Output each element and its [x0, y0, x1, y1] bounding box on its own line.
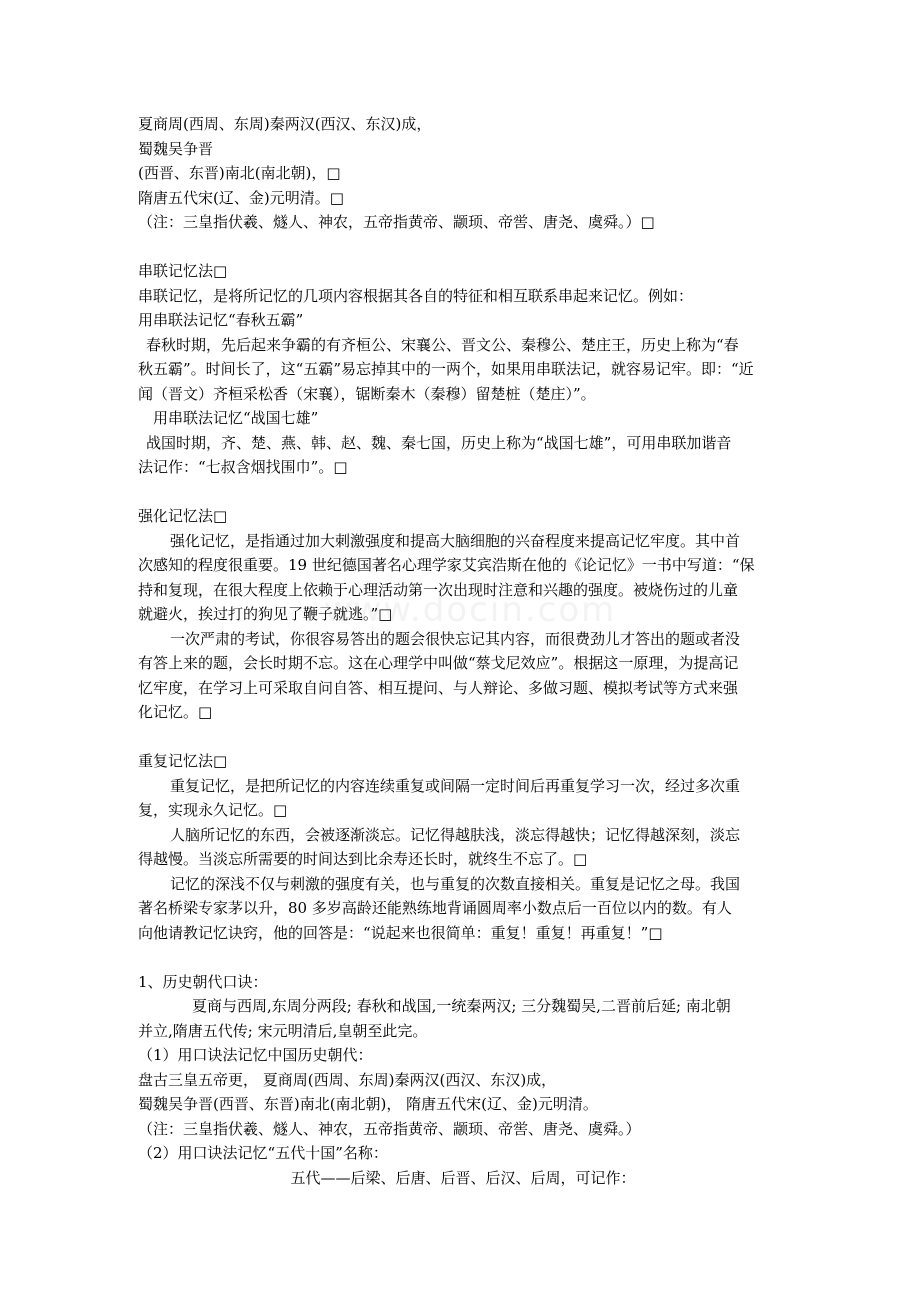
sub-heading: （1）用口诀法记忆中国历史朝代：: [138, 1046, 373, 1064]
note-line: （注：三皇指伏羲、燧人、神农，五帝指黄帝、颛顼、帝喾、唐尧、虞舜。）: [138, 1119, 641, 1138]
text-line: 战国时期，齐、楚、燕、韩、赵、魏、秦七国，历史上称为“战国七雄”，可用串联加谐音: [146, 433, 732, 452]
text-line: 向他请教记忆诀窍，他的回答是：“说起来也很简单：重复！重复！再重复！”□: [138, 923, 663, 942]
text-line: 夏商与西周,东周分两段; 春秋和战国,一统秦两汉; 三分魏蜀吴,二晋前后延; 南北朝: [192, 997, 731, 1015]
text-line: 有答上来的题，会长时期不忘。这在心理学中叫做“蔡戈尼效应”。根据这一原理，为提高记: [138, 654, 739, 672]
text-line: 春秋时期，先后起来争霸的有齐桓公、宋襄公、晋文公、秦穆公、楚庄王，历史上称为“春: [146, 335, 739, 354]
text-line: (西晋、东晋)南北(南北朝)，□: [138, 164, 341, 182]
text-line: 就避火，挨过打的狗见了鞭子就逃。”□: [138, 605, 393, 623]
text-line: 隋唐五代宋(辽、金)元明清。□: [138, 188, 344, 207]
text-line: 串联记忆，是将所记忆的几项内容根据其各自的特征和相互联系串起来记忆。例如：: [138, 286, 694, 305]
section-heading-dynasty-rhyme: 1、历史朝代口诀：: [138, 972, 268, 991]
spacer: [138, 480, 788, 505]
text-line: 著名桥梁专家茅以升，80 多岁高龄还能熟练地背诵圆周率小数点后一百位以内的数。有人: [138, 899, 732, 917]
text-line: 持和复现，在很大程度上依赖于心理活动第一次出现时注意和兴趣的强度。被烧伤过的儿童: [138, 580, 739, 599]
text-line: 蜀魏吴争晋: [138, 139, 214, 158]
section-heading-reinforce-memory: 强化记忆法□: [138, 507, 228, 525]
text-line: 强化记忆，是指通过加大刺激强度和提高大脑细胞的兴奋程度来提高记忆牢度。其中首: [170, 531, 741, 550]
sub-heading: 用串联法记忆“春秋五霸”: [138, 311, 304, 329]
text-line: 次感知的程度很重要。19 世纪德国著名心理学家艾宾浩斯在他的《论记忆》一书中写道：“保: [138, 556, 755, 574]
section-heading-repeat-memory: 重复记忆法□: [138, 752, 228, 770]
text-line: 并立,隋唐五代传; 宋元明清后,皇朝至此完。: [138, 1021, 428, 1040]
section-heading-chain-memory: 串联记忆法□: [138, 262, 228, 280]
watermark: www.docin.com: [323, 590, 617, 630]
document-body: [138, 112, 788, 1190]
text-line: 盘古三皇五帝更， 夏商周(西周、东周)秦两汉(西汉、东汉)成，: [138, 1070, 557, 1089]
text-line: 法记作：“七叔含烟找围巾”。□: [138, 458, 348, 476]
text-line: 五代——后梁、后唐、后晋、后汉、后周，可记作：: [290, 1168, 636, 1187]
text-line: 蜀魏吴争晋(西晋、东晋)南北(南北朝)， 隋唐五代宋(辽、金)元明清。: [138, 1095, 598, 1113]
text-line: 一次严肃的考试，你很容易答出的题会很快忘记其内容，而很费劲儿才答出的题或者没: [170, 629, 741, 648]
spacer: [138, 945, 788, 970]
note-line: （注：三皇指伏羲、燧人、神农，五帝指黄帝、颛顼、帝喾、唐尧、虞舜。）□: [138, 213, 655, 231]
text-line: 得越慢。当淡忘所需要的时间达到比余寿还长时，就终生不忘了。□: [138, 850, 588, 868]
text-line: 记忆的深浅不仅与刺激的强度有关，也与重复的次数直接相关。重复是记忆之母。我国: [170, 874, 741, 893]
text-line: 夏商周(西周、东周)秦两汉(西汉、东汉)成，: [138, 115, 432, 133]
spacer: [138, 725, 788, 750]
text-line: 闻（晋文）齐桓采松香（宋襄），锯断秦木（秦穆）留楚桩（楚庄）”。: [138, 384, 596, 403]
sub-heading: （2）用口诀法记忆“五代十国”名称：: [138, 1144, 388, 1162]
text-line: 复，实现永久记忆。□: [138, 801, 288, 819]
sub-heading: 用串联法记忆“战国七雄”: [153, 409, 319, 427]
text-line: 秋五霸”。时间长了，这“五霸”易忘掉其中的一两个，如果用串联法记，就容易记牢。即：“近: [138, 360, 754, 378]
spacer: [138, 235, 788, 260]
text-line: 重复记忆，是把所记忆的内容连续重复或间隔一定时间后再重复学习一次，经过多次重: [170, 776, 741, 795]
text-line: 化记忆。□: [138, 703, 213, 721]
text-line: 忆牢度，在学习上可采取自问自答、相互提问、与人辩论、多做习题、模拟考试等方式来强: [138, 678, 739, 697]
text-line: 人脑所记忆的东西，会被逐渐淡忘。记忆得越肤浅，淡忘得越快；记忆得越深刻，淡忘: [170, 825, 741, 844]
